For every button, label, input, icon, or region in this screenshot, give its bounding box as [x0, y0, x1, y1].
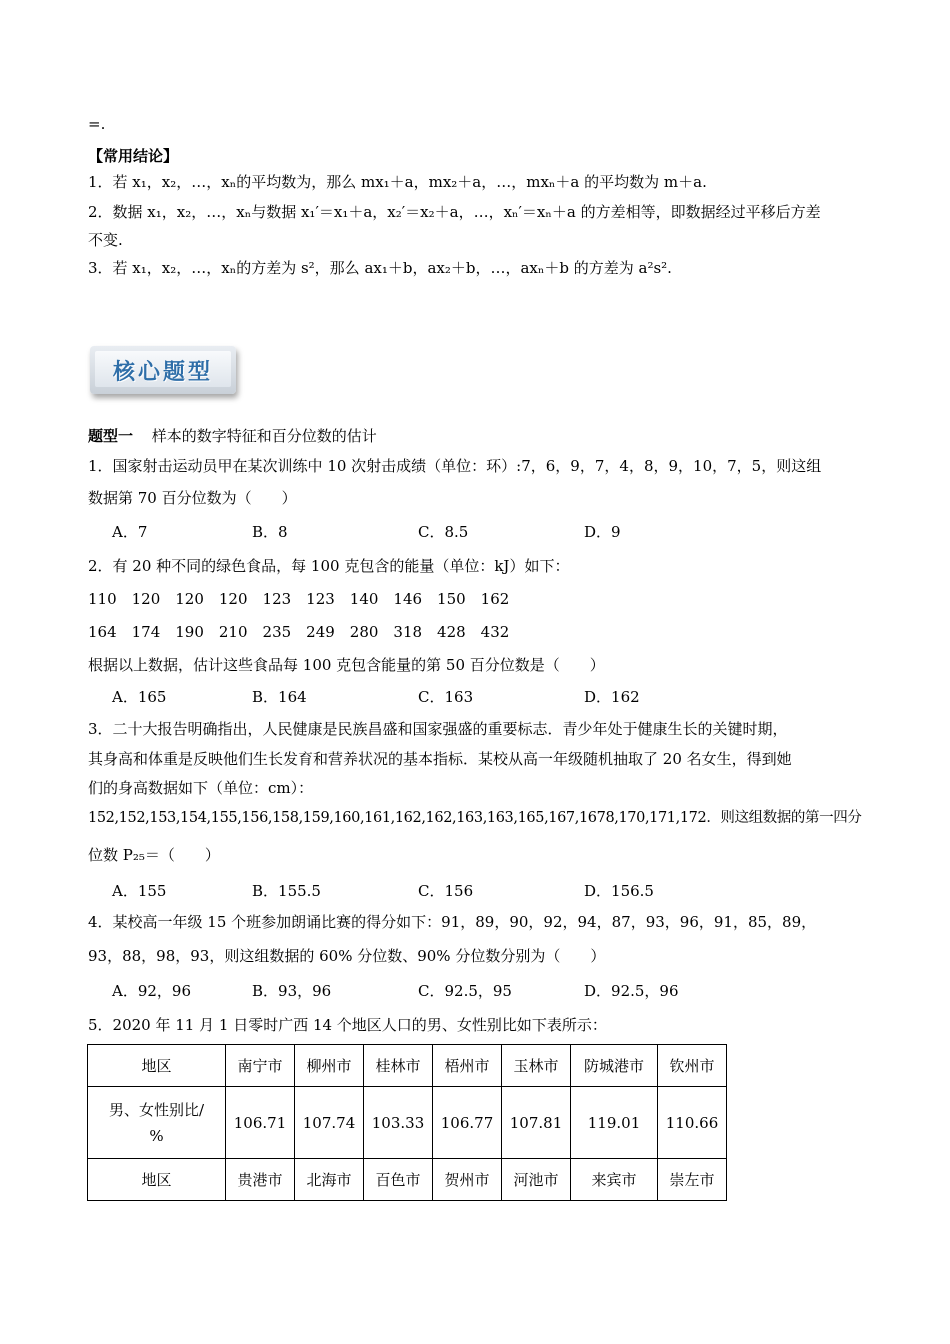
conclusion-1: 1．若 x₁，x₂，…，xₙ的平均数为，那么 mx₁＋a，mx₂＋a，…，mxₙ＋a 的平均数为 m＋a. — [88, 173, 707, 191]
q3-option-a: A．155 — [112, 882, 167, 900]
q1-option-a: A．7 — [112, 523, 148, 541]
q2-option-a: A．165 — [112, 688, 167, 706]
table-row — [88, 1087, 727, 1159]
conclusion-2-line-1: 2．数据 x₁，x₂，…，xₙ与数据 x₁′＝x₁＋a，x₂′＝x₂＋a，…，xₙ′＝xₙ＋a 的方差相等，即数据经过平移后方差 — [88, 203, 821, 221]
table-cell: 桂林市 — [364, 1045, 433, 1087]
q2-option-d: D．162 — [584, 688, 640, 706]
q1-option-d: D．9 — [584, 523, 621, 541]
q4-line-2: 93，88，98，93，则这组数据的 60% 分位数、90% 分位数分别为（ ） — [88, 947, 606, 965]
q2-line-4: 根据以上数据，估计这些食品每 100 克包含能量的第 50 百分位数是（ ） — [88, 656, 605, 674]
q4-option-a: A．92，96 — [112, 982, 192, 1000]
ratio-label-line-1: 男、女性别比/ — [108, 1100, 205, 1119]
q3-option-d: D．156.5 — [584, 882, 654, 900]
table-row — [88, 1159, 727, 1201]
q3-data-line: 152,152,153,154,155,156,158,159,160,161,162,162,163,163,165,167,1678,170,171,172．则这组数据的第一四分 — [88, 810, 862, 826]
conclusion-2-line-2: 不变. — [88, 231, 123, 249]
table-cell: 南宁市 — [226, 1045, 295, 1087]
q3-option-c: C．156 — [418, 882, 474, 900]
q3-line-5: 位数 P₂₅＝（ ） — [88, 846, 220, 864]
q3-line-2: 其身高和体重是反映他们生长发育和营养状况的基本指标．某校从高一年级随机抽取了 20 名女生，得到她 — [88, 750, 792, 768]
q5-line-1: 5．2020 年 11 月 1 日零时广西 14 个地区人口的男、女性别比如下表所示： — [88, 1016, 607, 1034]
question-type-label: 题型一 — [88, 427, 134, 445]
question-type-title: 样本的数字特征和百分位数的估计 — [151, 427, 377, 445]
table-cell: 北海市 — [295, 1159, 364, 1201]
section-banner — [90, 346, 236, 394]
table-header-cell: 地区 — [88, 1045, 226, 1087]
q2-line-1: 2．有 20 种不同的绿色食品，每 100 克包含的能量（单位：kJ）如下： — [88, 557, 570, 575]
q4-option-d: D．92.5，96 — [584, 982, 679, 1000]
table-cell: 107.74 — [295, 1087, 364, 1159]
q4-option-c: C．92.5，95 — [418, 982, 512, 1000]
table-cell: 贺州市 — [433, 1159, 502, 1201]
sex-ratio-table — [87, 1044, 727, 1201]
q1-option-c: C．8.5 — [418, 523, 469, 541]
table-cell: 玉林市 — [502, 1045, 571, 1087]
q3-line-1: 3．二十大报告明确指出，人民健康是民族昌盛和国家强盛的重要标志．青少年处于健康生长的关键时期， — [88, 720, 788, 738]
q4-line-1: 4．某校高一年级 15 个班参加朗诵比赛的得分如下：91，89，90，92，94，87，93，96，91，85，89， — [88, 913, 817, 931]
conclusion-3: 3．若 x₁，x₂，…，xₙ的方差为 s²，那么 ax₁＋b，ax₂＋b，…，axₙ＋b 的方差为 a²s². — [88, 259, 672, 277]
q2-data-row-1: 110 120 120 120 123 123 140 146 150 162 — [88, 590, 510, 608]
q4-option-b: B．93，96 — [252, 982, 332, 1000]
q2-data-row-2: 164 174 190 210 235 249 280 318 428 432 — [88, 623, 510, 641]
question-type-heading — [88, 426, 377, 446]
conclusion-heading: 【常用结论】 — [88, 147, 179, 165]
q2-option-b: B．164 — [252, 688, 307, 706]
formula-tail: =. — [88, 115, 106, 133]
q1-line-2: 数据第 70 百分位数为（ ） — [88, 489, 297, 507]
table-cell: 119.01 — [571, 1087, 658, 1159]
q3-line-3: 们的身高数据如下（单位：cm）： — [88, 779, 314, 797]
table-cell: 贵港市 — [226, 1159, 295, 1201]
table-cell: 107.81 — [502, 1087, 571, 1159]
q3-option-b: B．155.5 — [252, 882, 321, 900]
table-cell: 106.77 — [433, 1087, 502, 1159]
ratio-label-line-2: % — [149, 1126, 164, 1145]
table-cell: 110.66 — [658, 1087, 727, 1159]
table-header-cell — [88, 1087, 226, 1159]
q1-line-1: 1．国家射击运动员甲在某次训练中 10 次射击成绩（单位：环）:7，6，9，7，4，8，9，10，7，5，则这组 — [88, 457, 822, 475]
table-cell: 崇左市 — [658, 1159, 727, 1201]
table-cell: 百色市 — [364, 1159, 433, 1201]
table-cell: 防城港市 — [571, 1045, 658, 1087]
q2-option-c: C．163 — [418, 688, 474, 706]
table-cell: 106.71 — [226, 1087, 295, 1159]
table-cell: 柳州市 — [295, 1045, 364, 1087]
table-cell: 梧州市 — [433, 1045, 502, 1087]
table-row — [88, 1045, 727, 1087]
table-cell: 来宾市 — [571, 1159, 658, 1201]
table-cell: 103.33 — [364, 1087, 433, 1159]
table-cell: 钦州市 — [658, 1045, 727, 1087]
section-banner-title: 核心题型 — [112, 359, 213, 385]
table-cell: 河池市 — [502, 1159, 571, 1201]
table-header-cell: 地区 — [88, 1159, 226, 1201]
q1-option-b: B．8 — [252, 523, 288, 541]
